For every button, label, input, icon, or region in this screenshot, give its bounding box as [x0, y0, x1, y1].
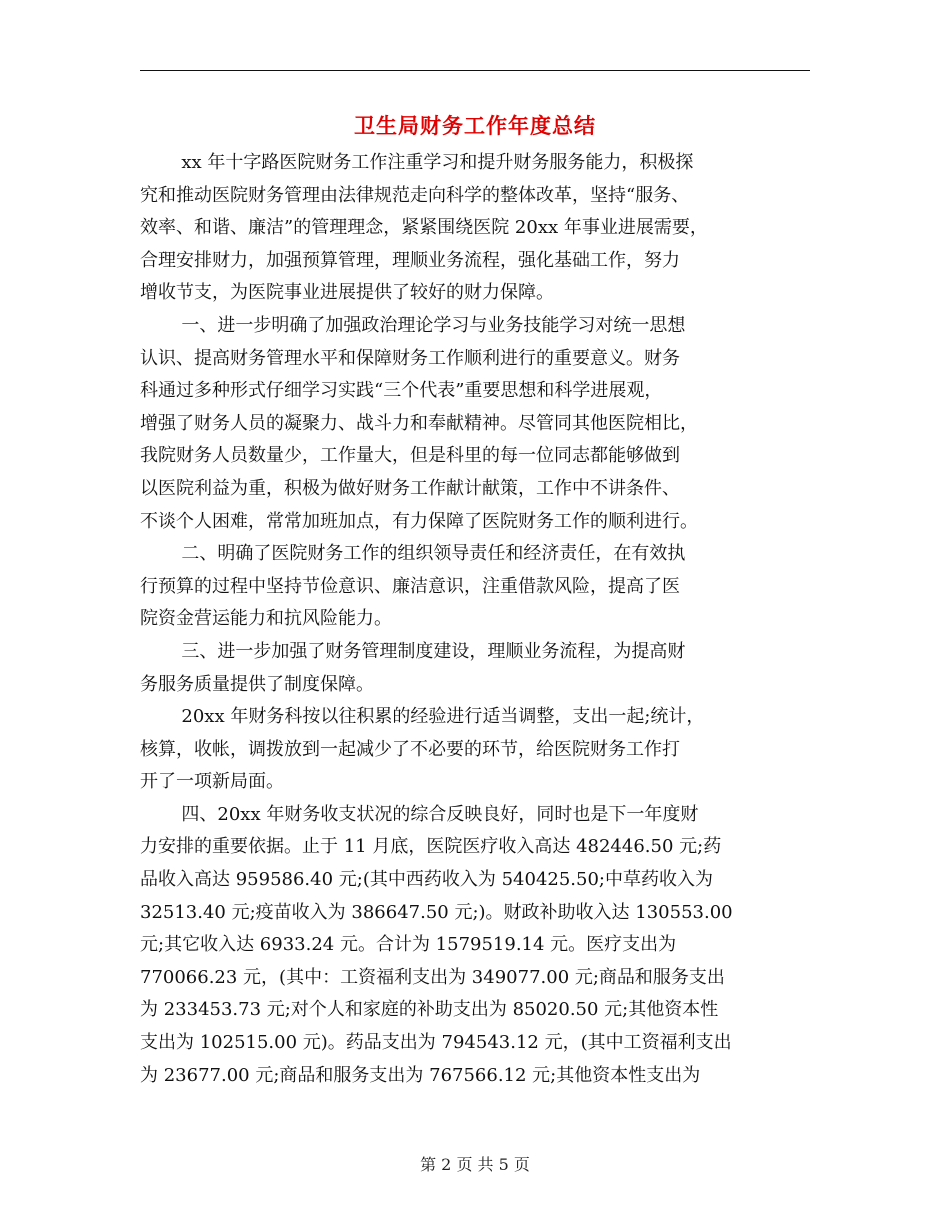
text-line: 合理安排财力，加强预算管理，理顺业务流程，强化基础工作，努力 [140, 249, 680, 271]
text-line: 核算，收帐，调拨放到一起减少了不必要的环节，给医院财务工作打 [140, 738, 680, 760]
text-line: 以医院利益为重，积极为做好财务工作献计献策，工作中不讲条件、 [140, 477, 680, 499]
text-line: 不谈个人困难，常常加班加点，有力保障了医院财务工作的顺利进行。 [140, 510, 698, 532]
text-line: 我院财务人员数量少，工作量大，但是科里的每一位同志都能够做到 [140, 445, 680, 467]
paragraph-section-2 [140, 538, 820, 636]
text-line: xx 年十字路医院财务工作注重学习和提升财务服务能力，积极探 [181, 152, 694, 173]
paragraph-section-3 [140, 636, 820, 701]
text-line: 品收入高达 959586.40 元;(其中西药收入为 540425.50;中草药收入为 [140, 869, 713, 891]
text-line: 院资金营运能力和抗风险能力。 [140, 608, 392, 630]
text-line: 科通过多种形式仔细学习实践“三个代表”重要思想和科学进展观， [140, 380, 663, 402]
text-line: 三、进一步加强了财务管理制度建设，理顺业务流程，为提高财 [181, 640, 686, 662]
paragraph-intro [140, 147, 820, 310]
text-line: 增强了财务人员的凝聚力、战斗力和奉献精神。尽管同其他医院相比， [140, 412, 698, 434]
text-line: 增收节支，为医院事业进展提供了较好的财力保障。 [140, 282, 554, 304]
text-line: 为 23677.00 元;商品和服务支出为 767566.12 元;其他资本性支出为 [140, 1064, 701, 1086]
header-rule [140, 70, 810, 71]
text-line: 二、明确了医院财务工作的组织领导责任和经济责任，在有效执 [181, 543, 686, 565]
paragraph-adjustment [140, 701, 820, 799]
paragraph-section-1 [140, 310, 820, 538]
text-line: 务服务质量提供了制度保障。 [140, 673, 374, 695]
text-line: 开了一项新局面。 [140, 771, 284, 793]
document-title: 卫生局财务工作年度总结 [354, 113, 596, 138]
text-line: 效率、和谐、廉洁”的管理理念，紧紧围绕医院 20xx 年事业进展需要， [140, 217, 708, 239]
text-line: 认识、提高财务管理水平和保障财务工作顺利进行的重要意义。财务 [140, 347, 680, 369]
document-body [140, 147, 820, 1092]
text-line: 20xx 年财务科按以往积累的经验进行适当调整，支出一起;统计， [181, 706, 705, 728]
text-line: 元;其它收入达 6933.24 元。合计为 1579519.14 元。医疗支出为 [140, 934, 677, 956]
text-line: 究和推动医院财务管理由法律规范走向科学的整体改革，坚持“服务、 [140, 184, 690, 206]
text-line: 四、20xx 年财务收支状况的综合反映良好，同时也是下一年度财 [181, 803, 699, 825]
page-number: 第 2 页 共 5 页 [420, 1155, 530, 1174]
text-line: 770066.23 元，(其中：工资福利支出为 349077.00 元;商品和服务支出 [140, 966, 725, 988]
text-line: 32513.40 元;疫苗收入为 386647.50 元;)。财政补助收入达 130553.00 [140, 901, 733, 923]
text-line: 一、进一步明确了加强政治理论学习与业务技能学习对统一思想 [181, 314, 686, 336]
text-line: 支出为 102515.00 元)。药品支出为 794543.12 元，(其中工资福利支出 [140, 1032, 732, 1054]
text-line: 力安排的重要依据。止于 11 月底，医院医疗收入高达 482446.50 元;药 [140, 836, 722, 858]
text-line: 行预算的过程中坚持节俭意识、廉洁意识，注重借款风险，提高了医 [140, 575, 680, 597]
paragraph-section-4 [140, 799, 820, 1092]
text-line: 为 233453.73 元;对个人和家庭的补助支出为 85020.50 元;其他资本性 [140, 999, 719, 1021]
